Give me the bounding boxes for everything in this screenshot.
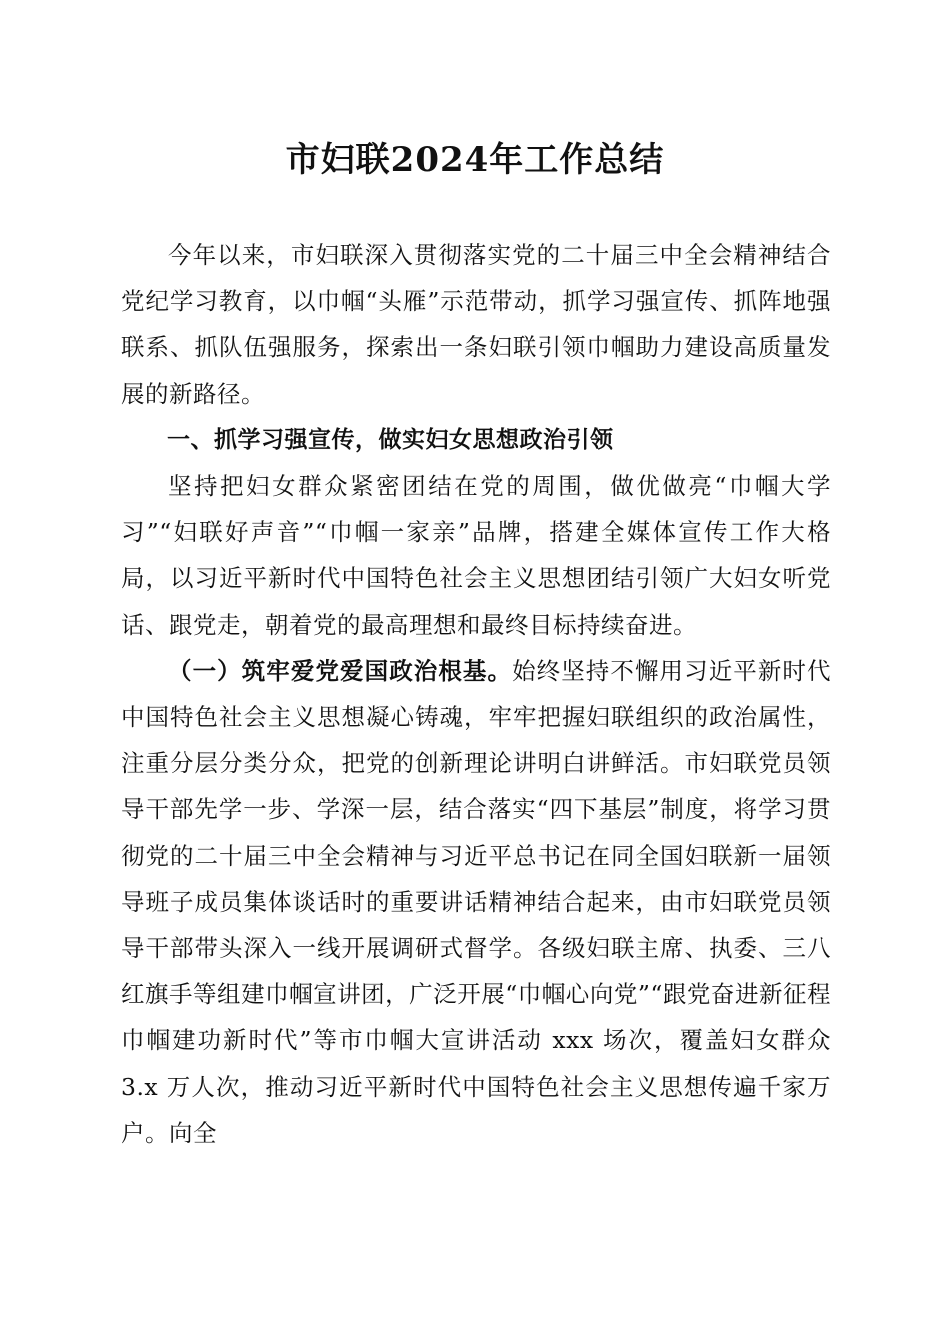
section-1-paragraph: 坚持把妇女群众紧密团结在党的周围，做优做亮“巾帼大学习”“妇联好声音”“巾帼一家亲”品牌，搭建全媒体宣传工作大格局，以习近平新时代中国特色社会主义思想团结引领广大妇女听党话、跟党走，朝着党的最高理想和最终目标持续奋进。: [121, 472, 831, 639]
intro-paragraph: 今年以来，市妇联深入贯彻落实党的二十届三中全会精神结合党纪学习教育，以巾帼“头雁”示范带动，抓学习强宣传、抓阵地强联系、抓队伍强服务，探索出一条妇联引领巾帼助力建设高质量发展的新路径。: [121, 241, 831, 408]
document-body: [121, 232, 831, 1156]
subsection-1-paragraph: [121, 648, 831, 1156]
subsection-heading-1: （一）筑牢爱党爱国政治根基。: [168, 656, 513, 685]
section-heading-1: 一、抓学习强宣传，做实妇女思想政治引领: [167, 426, 614, 453]
subsection-1-text: 始终坚持不懈用习近平新时代中国特色社会主义思想凝心铸魂，牢牢把握妇联组织的政治属性，注重分层分类分众，把党的创新理论讲明白讲鲜活。市妇联党员领导干部先学一步、学深一层，结合落实“四下基层”制度，将学习贯彻党的二十届三中全会精神与习近平总书记在同全国妇联新一届领导班子成员集体谈话时的重要讲话精神结合起来，由市妇联党员领导干部带头深入一线开展调研式督学。各级妇联主席、执委、三八红旗手等组建巾帼宣讲团，广泛开展“巾帼心向党”“跟党奋进新征程巾帼建功新时代”等市巾帼大宣讲活动 xxx 场次，覆盖妇女群众 3.x 万人次，推动习近平新时代中国特色社会主义思想传遍千家万户。向全: [121, 656, 832, 1147]
document-title: 市妇联2024年工作总结: [285, 140, 665, 180]
